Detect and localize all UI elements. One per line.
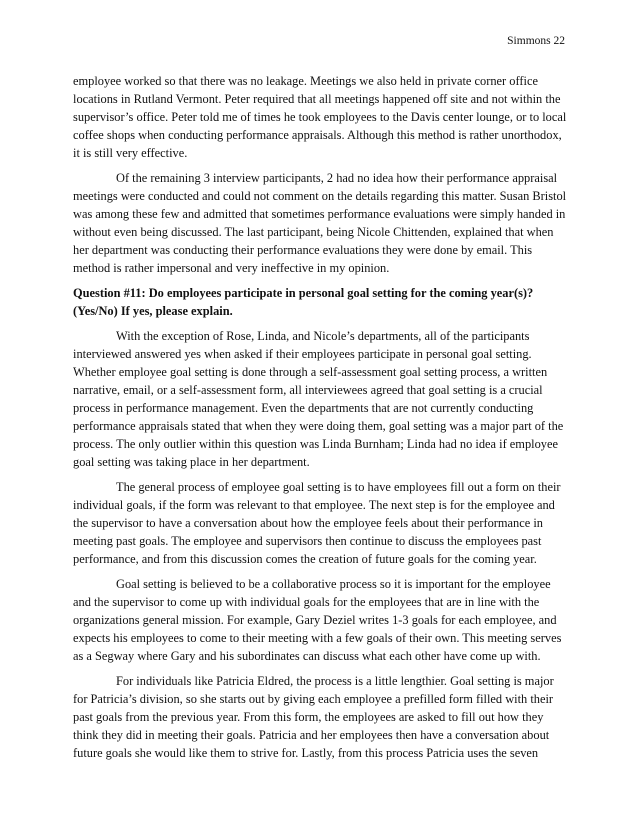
paragraph-goal-setting-answers: With the exception of Rose, Linda, and Nicole’s departments, all of the participants interviewed answered yes when asked if their employees participate in personal goal setting. Whether employee goal setting is done through a self-assessment goal setting process, a written narrative, email, or a self-assessment form, all interviewees agreed that goal setting is a crucial process in performance management. Even the departments that are not currently conducting performance appraisals stated that when they were doing them, goal setting was a major part of the process. The only outlier within this question was Linda Burnham; Linda had no idea if employee goal setting was taking place in her department. bbox=[73, 329, 564, 469]
page-number-label: Simmons 22 bbox=[507, 35, 565, 47]
paragraph-continuation: employee worked so that there was no leakage. Meetings we also held in private corner office locations in Rutland Vermont. Peter required that all meetings happened off site and not within the supervisor’s office. Peter told me of times he took employees to the Davis center lounge, or to local coffee shops when conducting performance appraisals. Although this method is rather unorthodox, it is still very effective. bbox=[73, 74, 567, 160]
paragraph-remaining-participants: Of the remaining 3 interview participants, 2 had no idea how their performance appraisal meetings were conducted and could not comment on the details regarding this matter. Susan Bristol was among these few and admitted that sometimes performance evaluations were simply handed in without even being discussed. The last participant, being Nicole Chittenden, explained that when her department was conducting their performance evaluations they were done by email. This method is rather impersonal and very ineffective in my opinion. bbox=[73, 171, 567, 275]
paragraph-patricia-process: For individuals like Patricia Eldred, the process is a little lengthier. Goal setting is major for Patricia’s division, so she starts out by giving each employee a prefilled form filled with their past goals from the previous year. From this form, the employees are asked to fill out how they think they did in meeting their goals. Patricia and her employees then have a conversation about future goals she would like them to strive for. Lastly, from this process Patricia uses the seven bbox=[73, 674, 554, 760]
document-body bbox=[73, 72, 567, 769]
paragraph-general-process: The general process of employee goal setting is to have employees fill out a form on their individual goals, if the form was relevant to that employee. The next step is for the employee and the supervisor to have a conversation about how the employee feels about their performance in meeting past goals. The employee and supervisors then continue to discuss the employees past performance, and from this discussion comes the creation of future goals for the coming year. bbox=[73, 480, 561, 566]
question-11-heading: Question #11: Do employees participate in personal goal setting for the coming year(s)? (Yes/No) If yes, please explain. bbox=[73, 286, 534, 318]
paragraph-collaborative-process: Goal setting is believed to be a collaborative process so it is important for the employee and the supervisor to come up with individual goals for the employees that are in line with the organizations general mission. For example, Gary Deziel writes 1-3 goals for each employee, and expects his employees to come to their meeting with a few goals of their own. This meeting serves as a Segway where Gary and his subordinates can discuss what each other have come up with. bbox=[73, 577, 562, 663]
page-header bbox=[507, 34, 565, 48]
